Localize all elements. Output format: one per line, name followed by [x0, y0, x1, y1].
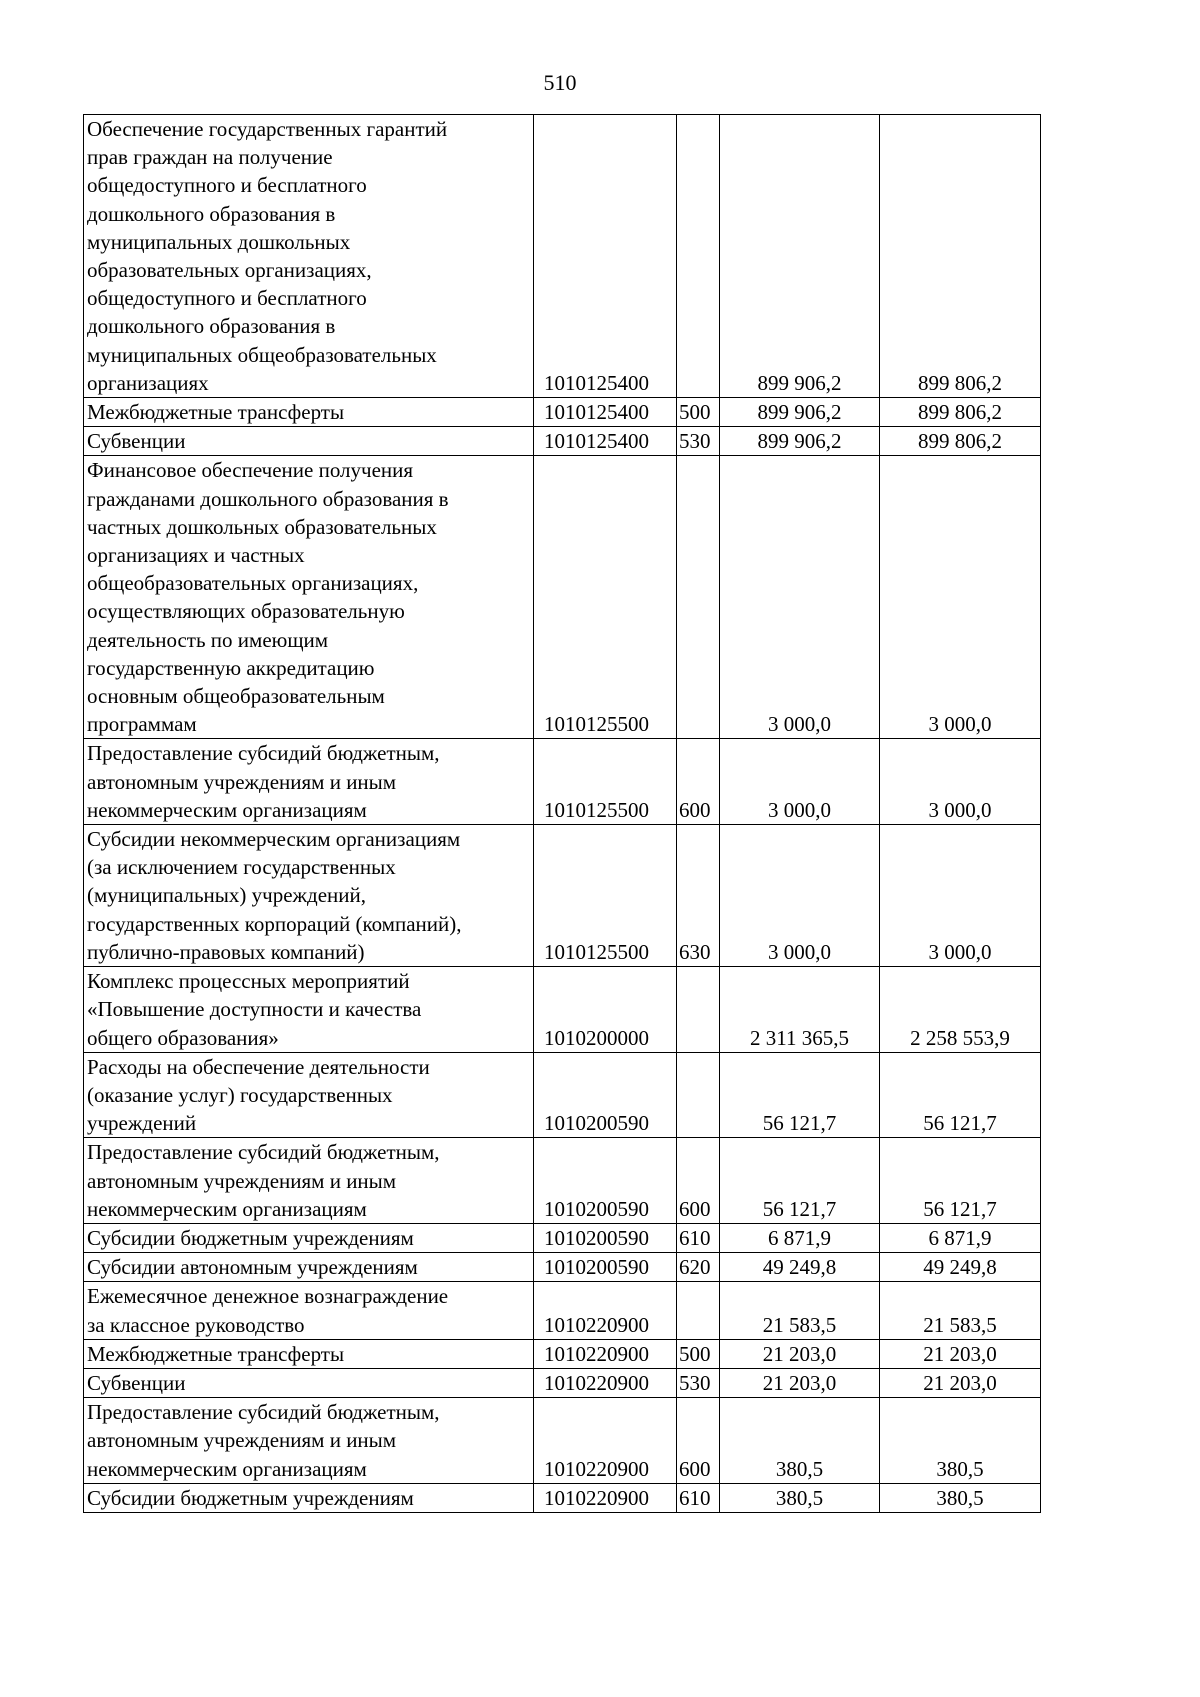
expense-name-line: Субсидии бюджетным учреждениям [87, 1485, 414, 1510]
amount-year1-cell: 3 000,0 [720, 739, 880, 825]
expense-name-cell [84, 1282, 534, 1339]
expense-name-line: организациях и частных [87, 543, 305, 568]
expense-name-cell [84, 1398, 534, 1484]
expense-name-line: Расходы на обеспечение деятельности [87, 1054, 430, 1079]
expense-name-line: дошкольного образования в [87, 314, 336, 339]
expense-name-line: муниципальных дошкольных [87, 229, 351, 254]
expense-name-line: общедоступного и бесплатного [87, 286, 367, 311]
amount-year1-cell: 21 203,0 [720, 1339, 880, 1368]
expense-type-code-cell: 500 [677, 398, 720, 427]
expense-name-line: основным общеобразовательным [87, 684, 385, 709]
target-article-code-cell: 1010220900 [534, 1339, 677, 1368]
amount-year2-cell: 380,5 [880, 1398, 1041, 1484]
expense-type-code-cell: 610 [677, 1223, 720, 1252]
target-article-code-cell: 1010125400 [534, 427, 677, 456]
expense-type-code-cell [677, 1052, 720, 1138]
expense-name-line: Комплекс процессных мероприятий [87, 969, 410, 994]
expense-type-code-cell [677, 967, 720, 1053]
amount-year1-cell: 3 000,0 [720, 825, 880, 967]
expense-type-code-cell: 500 [677, 1339, 720, 1368]
expense-name-line: осуществляющих образовательную [87, 599, 405, 624]
expense-type-code-cell [677, 456, 720, 739]
expense-name-line: «Повышение доступности и качества [87, 997, 422, 1022]
expense-name-line: деятельность по имеющим [87, 627, 329, 652]
expense-type-code-cell: 530 [677, 1368, 720, 1397]
amount-year2-cell: 2 258 553,9 [880, 967, 1041, 1053]
amount-year2-cell: 21 203,0 [880, 1368, 1041, 1397]
expense-name-line: программам [87, 712, 197, 737]
target-article-code-cell: 1010220900 [534, 1483, 677, 1512]
amount-year1-cell: 3 000,0 [720, 456, 880, 739]
amount-year2-cell: 3 000,0 [880, 739, 1041, 825]
expense-type-code-cell [677, 1282, 720, 1339]
expense-type-code-cell: 600 [677, 1138, 720, 1224]
amount-year1-cell: 56 121,7 [720, 1138, 880, 1224]
table-row [84, 1223, 1041, 1252]
expense-name-cell [84, 739, 534, 825]
expense-name-line: (оказание услуг) государственных [87, 1082, 393, 1107]
amount-year1-cell: 380,5 [720, 1398, 880, 1484]
amount-year1-cell: 21 203,0 [720, 1368, 880, 1397]
target-article-code-cell: 1010220900 [534, 1398, 677, 1484]
table-row [84, 398, 1041, 427]
expense-name-line: Субсидии бюджетным учреждениям [87, 1225, 414, 1250]
expense-name-cell [84, 1368, 534, 1397]
amount-year1-cell: 899 906,2 [720, 115, 880, 398]
target-article-code-cell: 1010220900 [534, 1282, 677, 1339]
table-row [84, 427, 1041, 456]
target-article-code-cell: 1010125500 [534, 825, 677, 967]
expense-name-line: Ежемесячное денежное вознаграждение [87, 1284, 449, 1309]
table-row [84, 1138, 1041, 1224]
expense-name-cell [84, 1339, 534, 1368]
table-row [84, 967, 1041, 1053]
expense-name-cell [84, 825, 534, 967]
expense-name-line: прав граждан на получение [87, 145, 333, 170]
target-article-code-cell: 1010125400 [534, 398, 677, 427]
amount-year1-cell: 56 121,7 [720, 1052, 880, 1138]
expense-name-line: Обеспечение государственных гарантий [87, 117, 448, 141]
expense-name-line: публично-правовых компаний) [87, 939, 365, 964]
table-row [84, 456, 1041, 739]
expense-name-line: государственных корпораций (компаний), [87, 911, 462, 936]
expense-name-line: Субсидии автономным учреждениям [87, 1255, 418, 1280]
expense-name-cell [84, 1253, 534, 1282]
expense-name-line: Межбюджетные трансферты [87, 1341, 345, 1366]
expense-name-line: общего образования» [87, 1025, 279, 1050]
expense-name-line: некоммерческим организациям [87, 1456, 367, 1481]
table-row [84, 1282, 1041, 1339]
expense-name-line: за классное руководство [87, 1312, 305, 1337]
expense-name-line: общедоступного и бесплатного [87, 173, 367, 198]
expense-name-line: муниципальных общеобразовательных [87, 342, 437, 367]
table-row [84, 825, 1041, 967]
amount-year2-cell: 6 871,9 [880, 1223, 1041, 1252]
amount-year1-cell: 21 583,5 [720, 1282, 880, 1339]
expense-name-cell [84, 115, 534, 398]
target-article-code-cell: 1010125500 [534, 739, 677, 825]
amount-year1-cell: 899 906,2 [720, 398, 880, 427]
expense-name-line: Субвенции [87, 429, 186, 454]
target-article-code-cell: 1010220900 [534, 1368, 677, 1397]
amount-year2-cell: 899 806,2 [880, 398, 1041, 427]
expense-name-line: дошкольного образования в [87, 201, 336, 226]
expense-name-line: Субсидии некоммерческим организациям [87, 827, 461, 852]
expense-name-line: Предоставление субсидий бюджетным, [87, 1140, 440, 1165]
expense-name-line: Финансовое обеспечение получения [87, 458, 414, 483]
expense-type-code-cell: 600 [677, 1398, 720, 1484]
expense-name-line: учреждений [87, 1111, 197, 1136]
expense-name-line: образовательных организациях, [87, 258, 372, 283]
expense-name-cell [84, 456, 534, 739]
expense-name-line: Предоставление субсидий бюджетным, [87, 741, 440, 766]
target-article-code-cell: 1010200000 [534, 967, 677, 1053]
expense-name-line: автономным учреждениям и иным [87, 1428, 397, 1453]
expense-name-line: некоммерческим организациям [87, 1196, 367, 1221]
target-article-code-cell: 1010200590 [534, 1052, 677, 1138]
target-article-code-cell: 1010125500 [534, 456, 677, 739]
expense-type-code-cell: 630 [677, 825, 720, 967]
amount-year2-cell: 3 000,0 [880, 456, 1041, 739]
expense-name-line: некоммерческим организациям [87, 797, 367, 822]
expense-type-code-cell [677, 115, 720, 398]
amount-year2-cell: 21 203,0 [880, 1339, 1041, 1368]
expense-name-line: автономным учреждениям и иным [87, 1168, 397, 1193]
amount-year2-cell: 899 806,2 [880, 115, 1041, 398]
amount-year1-cell: 380,5 [720, 1483, 880, 1512]
expense-type-code-cell: 600 [677, 739, 720, 825]
amount-year1-cell: 6 871,9 [720, 1223, 880, 1252]
table-row [84, 1368, 1041, 1397]
budget-table [83, 114, 1041, 1513]
amount-year1-cell: 49 249,8 [720, 1253, 880, 1282]
target-article-code-cell: 1010200590 [534, 1253, 677, 1282]
target-article-code-cell: 1010200590 [534, 1138, 677, 1224]
expense-name-cell [84, 427, 534, 456]
amount-year2-cell: 56 121,7 [880, 1052, 1041, 1138]
expense-type-code-cell: 610 [677, 1483, 720, 1512]
table-row [84, 1483, 1041, 1512]
budget-table-body [84, 115, 1041, 1513]
expense-name-line: общеобразовательных организациях, [87, 571, 419, 596]
expense-name-line: частных дошкольных образовательных [87, 514, 437, 539]
amount-year2-cell: 56 121,7 [880, 1138, 1041, 1224]
expense-name-cell [84, 1052, 534, 1138]
page-number: 510 [543, 70, 577, 95]
amount-year2-cell: 380,5 [880, 1483, 1041, 1512]
expense-name-cell [84, 1223, 534, 1252]
expense-name-line: (муниципальных) учреждений, [87, 883, 366, 908]
amount-year2-cell: 899 806,2 [880, 427, 1041, 456]
expense-name-cell [84, 1138, 534, 1224]
amount-year2-cell: 21 583,5 [880, 1282, 1041, 1339]
expense-name-cell [84, 967, 534, 1053]
expense-name-line: Предоставление субсидий бюджетным, [87, 1400, 440, 1425]
amount-year1-cell: 2 311 365,5 [720, 967, 880, 1053]
target-article-code-cell: 1010200590 [534, 1223, 677, 1252]
expense-name-line: Субвенции [87, 1370, 186, 1395]
table-row [84, 1339, 1041, 1368]
table-row [84, 115, 1041, 398]
expense-name-cell [84, 1483, 534, 1512]
expense-name-line: организациях [87, 370, 209, 395]
amount-year2-cell: 49 249,8 [880, 1253, 1041, 1282]
table-row [84, 1052, 1041, 1138]
amount-year1-cell: 899 906,2 [720, 427, 880, 456]
expense-name-line: государственную аккредитацию [87, 655, 375, 680]
target-article-code-cell: 1010125400 [534, 115, 677, 398]
amount-year2-cell: 3 000,0 [880, 825, 1041, 967]
table-row [84, 1398, 1041, 1484]
expense-type-code-cell: 620 [677, 1253, 720, 1282]
expense-name-line: гражданами дошкольного образования в [87, 486, 449, 511]
expense-name-line: (за исключением государственных [87, 855, 396, 880]
expense-type-code-cell: 530 [677, 427, 720, 456]
table-row [84, 1253, 1041, 1282]
expense-name-line: Межбюджетные трансферты [87, 400, 345, 425]
table-row [84, 739, 1041, 825]
expense-name-line: автономным учреждениям и иным [87, 769, 397, 794]
expense-name-cell [84, 398, 534, 427]
